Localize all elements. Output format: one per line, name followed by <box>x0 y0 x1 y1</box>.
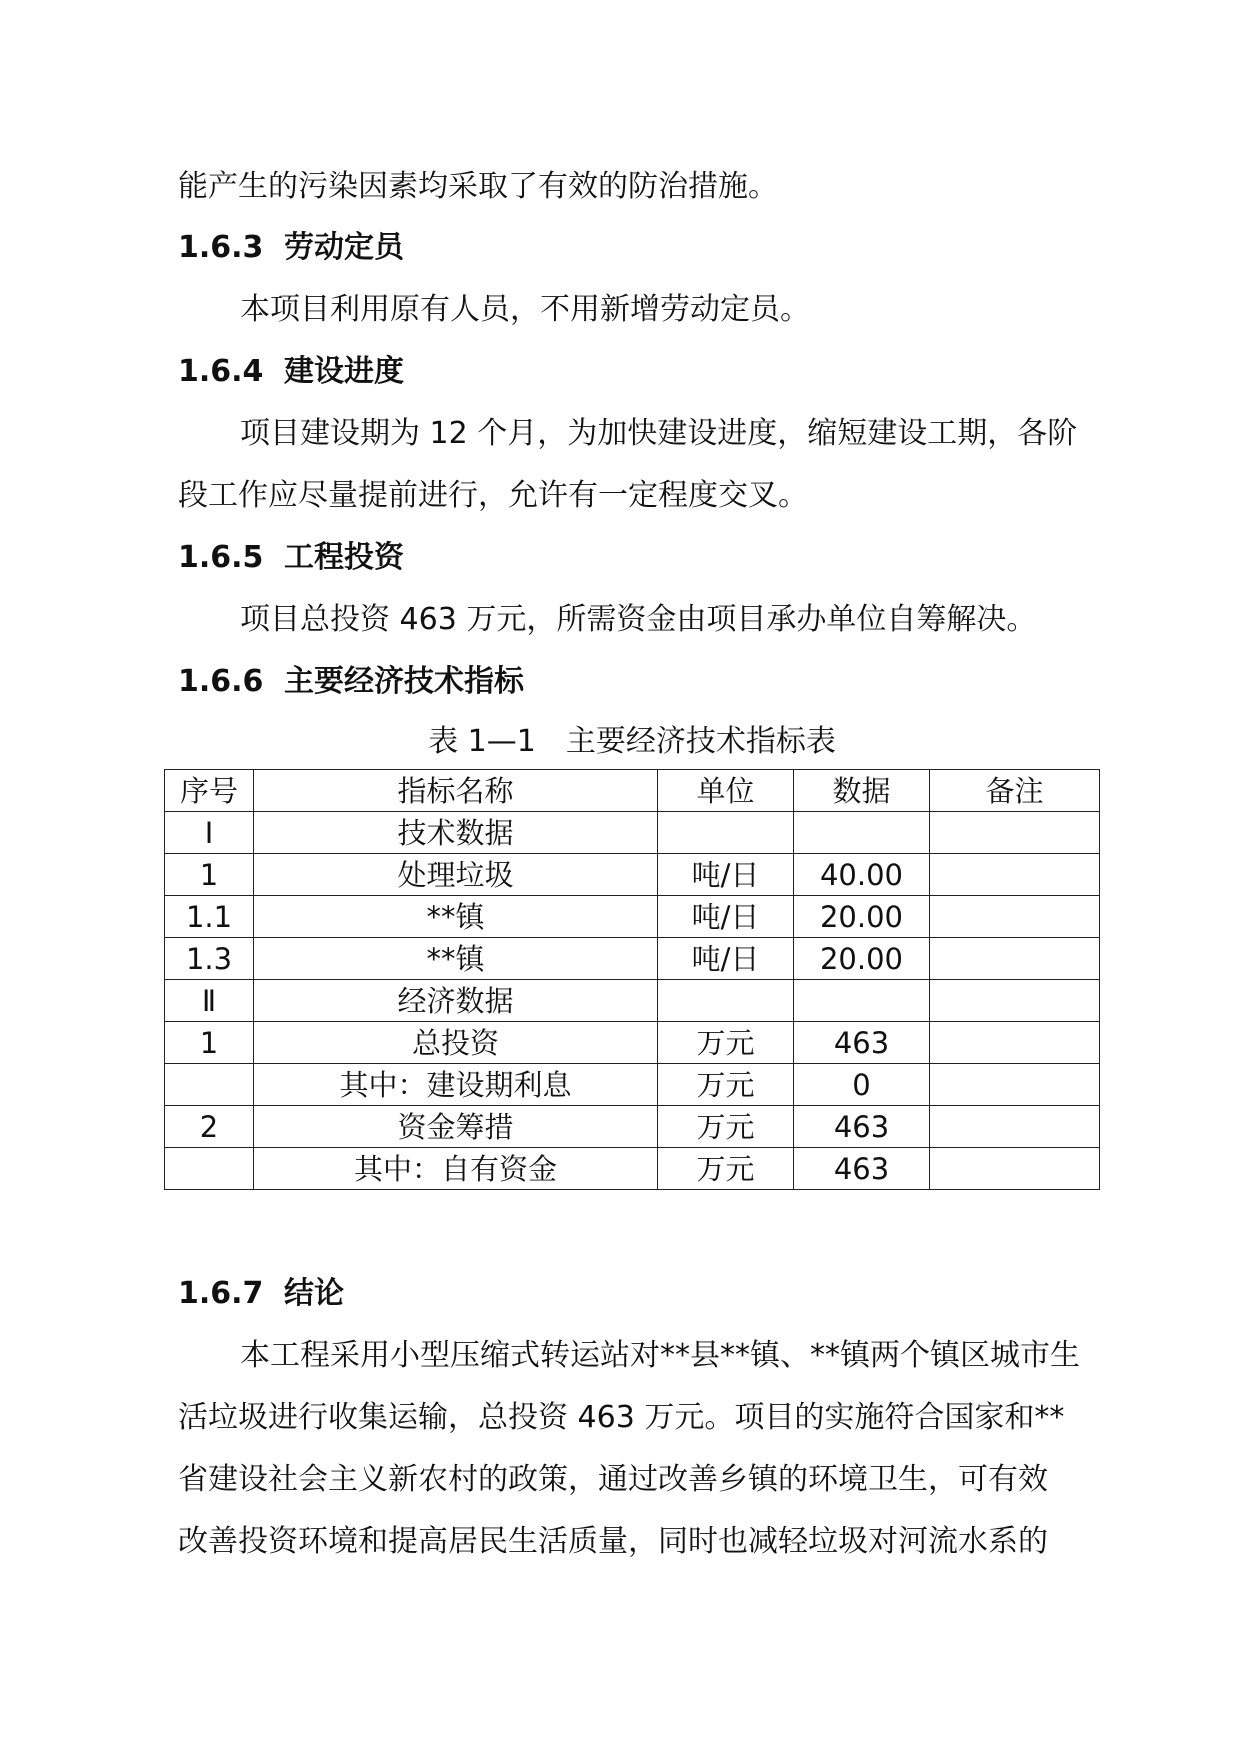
cell-unit: 万元 <box>658 1064 794 1106</box>
header-indicator-name: 指标名称 <box>254 770 658 812</box>
section-title: 建设进度 <box>284 354 404 389</box>
header-serial: 序号 <box>165 770 254 812</box>
cell-remarks <box>930 1148 1100 1190</box>
cell-unit: 万元 <box>658 1022 794 1064</box>
section-number: 1.6.4 <box>178 354 264 389</box>
cell-data: 20.00 <box>794 938 930 980</box>
section-title: 工程投资 <box>284 540 404 575</box>
section-number: 1.6.7 <box>178 1276 264 1311</box>
cell-serial: Ⅱ <box>165 980 254 1022</box>
header-unit: 单位 <box>658 770 794 812</box>
cell-indicator-name: 经济数据 <box>254 980 658 1022</box>
table-row <box>165 980 1100 1022</box>
section-heading-1-6-4 <box>178 352 1098 392</box>
cell-remarks <box>930 896 1100 938</box>
cell-serial: 1.1 <box>165 896 254 938</box>
cell-data: 463 <box>794 1106 930 1148</box>
cell-indicator-name: 资金筹措 <box>254 1106 658 1148</box>
section-title: 劳动定员 <box>284 230 404 265</box>
table-row <box>165 1022 1100 1064</box>
cell-remarks <box>930 1022 1100 1064</box>
table-row <box>165 896 1100 938</box>
cell-serial <box>165 1148 254 1190</box>
paragraph-line: 活垃圾进行收集运输，总投资 463 万元。项目的实施符合国家和** <box>178 1400 1065 1435</box>
cell-serial: 1 <box>165 854 254 896</box>
cell-unit <box>658 812 794 854</box>
cell-data: 0 <box>794 1064 930 1106</box>
table-row <box>165 938 1100 980</box>
header-remarks: 备注 <box>930 770 1100 812</box>
cell-data: 40.00 <box>794 854 930 896</box>
cell-data: 20.00 <box>794 896 930 938</box>
cell-data: 463 <box>794 1148 930 1190</box>
paragraph-line: 本工程采用小型压缩式转运站对**县**镇、**镇两个镇区城市生 <box>240 1338 1080 1373</box>
cell-remarks <box>930 1064 1100 1106</box>
cell-data: 463 <box>794 1022 930 1064</box>
paragraph-line: 项目总投资 463 万元，所需资金由项目承办单位自筹解决。 <box>240 602 1037 637</box>
cell-unit <box>658 980 794 1022</box>
cell-data <box>794 812 930 854</box>
section-number: 1.6.6 <box>178 664 264 699</box>
section-heading-1-6-7 <box>178 1274 1098 1314</box>
paragraph-line: 改善投资环境和提高居民生活质量，同时也减轻垃圾对河流水系的 <box>178 1524 1048 1559</box>
table-row <box>165 1064 1100 1106</box>
table-row <box>165 812 1100 854</box>
cell-serial <box>165 1064 254 1106</box>
section-title: 结论 <box>284 1276 344 1311</box>
cell-indicator-name: 处理垃圾 <box>254 854 658 896</box>
paragraph-line: 省建设社会主义新农村的政策，通过改善乡镇的环境卫生，可有效 <box>178 1462 1048 1497</box>
cell-remarks <box>930 980 1100 1022</box>
cell-serial: 1 <box>165 1022 254 1064</box>
header-data: 数据 <box>794 770 930 812</box>
cell-unit: 吨/日 <box>658 896 794 938</box>
cell-indicator-name: 其中：建设期利息 <box>254 1064 658 1106</box>
cell-data <box>794 980 930 1022</box>
cell-remarks <box>930 1106 1100 1148</box>
table-header-row <box>165 770 1100 812</box>
table-row <box>165 1148 1100 1190</box>
paragraph-line: 项目建设期为 12 个月，为加快建设进度，缩短建设工期，各阶 <box>240 416 1078 451</box>
cell-unit: 吨/日 <box>658 938 794 980</box>
section-title: 主要经济技术指标 <box>284 664 524 699</box>
cell-indicator-name: **镇 <box>254 938 658 980</box>
indicators-table <box>164 769 1100 1190</box>
section-number: 1.6.3 <box>178 230 264 265</box>
section-heading-1-6-6 <box>178 662 1098 702</box>
cell-indicator-name: **镇 <box>254 896 658 938</box>
cell-remarks <box>930 938 1100 980</box>
table-row <box>165 1106 1100 1148</box>
table-row <box>165 854 1100 896</box>
cell-serial: 2 <box>165 1106 254 1148</box>
cell-indicator-name: 技术数据 <box>254 812 658 854</box>
cell-remarks <box>930 812 1100 854</box>
section-number: 1.6.5 <box>178 540 264 575</box>
cell-unit: 万元 <box>658 1148 794 1190</box>
table-caption: 表 1—1 主要经济技术指标表 <box>428 724 836 759</box>
paragraph-line: 段工作应尽量提前进行，允许有一定程度交叉。 <box>178 478 808 513</box>
paragraph-line: 能产生的污染因素均采取了有效的防治措施。 <box>178 169 778 204</box>
cell-serial: 1.3 <box>165 938 254 980</box>
paragraph-line: 本项目利用原有人员，不用新增劳动定员。 <box>240 292 810 327</box>
section-heading-1-6-5 <box>178 538 1098 578</box>
cell-indicator-name: 总投资 <box>254 1022 658 1064</box>
section-heading-1-6-3 <box>178 228 1098 268</box>
cell-remarks <box>930 854 1100 896</box>
cell-unit: 吨/日 <box>658 854 794 896</box>
cell-indicator-name: 其中：自有资金 <box>254 1148 658 1190</box>
cell-unit: 万元 <box>658 1106 794 1148</box>
cell-serial: Ⅰ <box>165 812 254 854</box>
